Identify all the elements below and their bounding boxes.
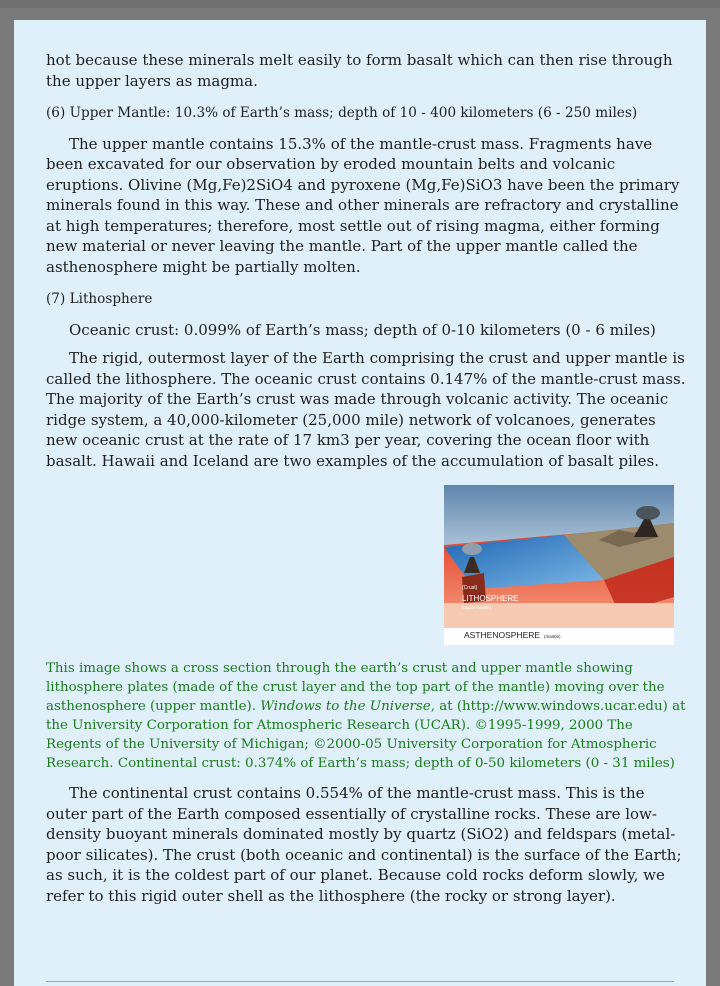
label-asthenosphere: ASTHENOSPHERE — [464, 630, 541, 640]
heading-lithosphere: (7) Lithosphere — [46, 291, 153, 307]
caption-text-b: , at (http://www.windows.ucar.edu) at the University Corporation for Atmospheric Research (UCAR). ©1995-1999, 2000 The Regents of the University of Michigan; ©2000-05 University Corporation for Atmospheric Research. Continental crust: 0.374% of Earth’s mass; depth of 0-50 kilometers (0 - 31 miles) — [46, 699, 686, 771]
oceanic-crust-line: Oceanic crust: 0.099% of Earth’s mass; depth of 0-10 kilometers (0 - 6 miles) — [69, 320, 656, 339]
lithosphere-figure — [444, 485, 674, 645]
label-crust: (Crust) — [462, 585, 478, 591]
cross-section-image — [444, 485, 674, 645]
paragraph-basalt: hot because these minerals melt easily to form basalt which can then rise through the upper layers as magma. — [46, 51, 673, 90]
figure-caption — [46, 659, 686, 773]
page-content — [46, 50, 686, 906]
caption-text-a: This image shows a cross section through the earth’s crust and upper mantle showing lithosphere plates (made of the crust layer and the top part of the mantle) moving over the asthenosphere (upper mantle). — [46, 661, 665, 714]
paragraph-continental-crust: The continental crust contains 0.554% of the mantle-crust mass. This is the outer part of the Earth composed essentially of crystalline rocks. These are low-density buoyant minerals dominated mostly by quartz (SiO2) and feldspars (metal-poor silicates). The crust (both oceanic and continental) is the surface of the Earth; as such, it is the coldest part of our planet. Because cold rocks deform slowly, we refer to this rigid outer shell as the lithosphere (the rocky or strong layer). — [46, 784, 682, 905]
paragraph-upper-mantle: The upper mantle contains 15.3% of the mantle-crust mass. Fragments have been excavated for our observation by eroded mountain belts and volcanic eruptions. Olivine (Mg,Fe)2SiO4 and pyroxene (Mg,Fe)SiO3 have been the primary minerals found in this way. These and other minerals are refractory and crystalline at high temperatures; therefore, most settle out of rising magma, either forming new material or never leaving the mantle. Part of the upper mantle called the asthenosphere might be partially molten. — [46, 134, 680, 276]
label-upper-mantle: (upper mantle) — [462, 605, 492, 610]
paragraph-lithosphere: The rigid, outermost layer of the Earth comprising the crust and upper mantle is called the lithosphere. The oceanic crust contains 0.147% of the mantle-crust mass. The majority of the Earth’s crust was made through volcanic activity. The oceanic ridge system, a 40,000-kilometer (25,000 mile) network of volcanoes, generates new oceanic crust at the rate of 17 km3 per year, covering the ocean floor with basalt. Hawaii and Iceland are two examples of the accumulation of basalt piles. — [46, 349, 686, 470]
caption-italic: Windows to the Universe — [260, 699, 431, 714]
heading-upper-mantle: (6) Upper Mantle: 10.3% of Earth’s mass; depth of 10 - 400 kilometers (6 - 250 miles) — [46, 105, 638, 121]
label-mantle: (mantle) — [544, 634, 561, 639]
top-bar — [0, 0, 720, 8]
page-rule — [46, 981, 674, 982]
label-lithosphere: LITHOSPHERE — [462, 594, 519, 603]
document-page — [14, 20, 706, 986]
